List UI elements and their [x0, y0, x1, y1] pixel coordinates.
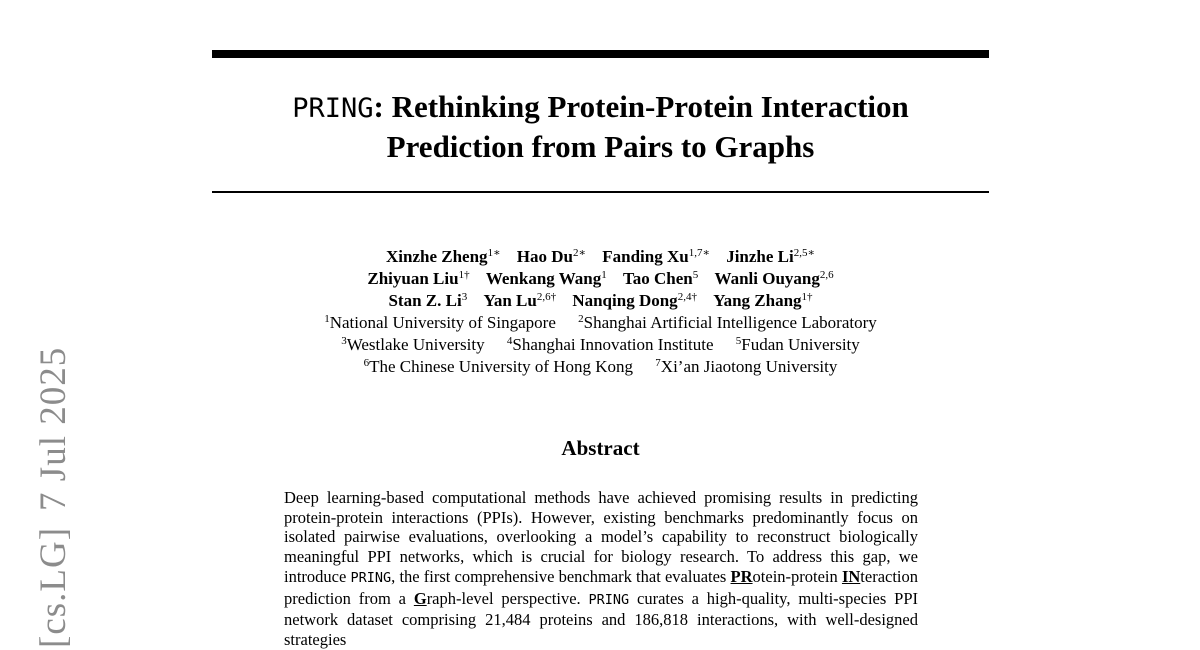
author-row — [212, 246, 989, 268]
affiliation: $^3$Westlake University — [341, 335, 485, 354]
author: Fanding $Xu^{1,7∗}$ — [602, 247, 710, 266]
author-row — [212, 290, 989, 312]
affiliation: $^7$Xi’an Jiaotong University — [655, 357, 838, 376]
author: Stan Z. Li$^3$ — [388, 291, 468, 310]
author: Tao Chen$^5$ — [623, 269, 699, 288]
arxiv-side-stamp — [32, 331, 75, 648]
author-block — [212, 246, 989, 378]
title-line1: : Rethinking Protein-Protein Interaction — [373, 89, 909, 124]
author: Wanli Ouyang$^{2,6}$ — [714, 269, 834, 288]
author: Wenkang Wang$^1$ — [485, 269, 607, 288]
abstract-heading: Abstract — [561, 436, 640, 460]
affiliation: $^2$Shanghai Artificial Intelligence Laboratory — [578, 313, 877, 332]
affiliation: $^4$Shanghai Innovation Institute — [506, 335, 714, 354]
abstract-body: Deep learning-based computational methods have achieved promising results in predicting protein-protein interactions (PPIs). However, existing benchmarks predominantly focus on isolated pairwise evaluations, overlooking a model’s capability to reconstruct biologically meaningful PPI networks, which is crucial for biology research. To address this gap, we introduce PRING, the first comprehensive benchmark that evaluates PRotein-protein INteraction prediction from a Graph-level perspective. PRING curates a high-quality, multi-species PPI network dataset comprising 21,484 proteins and 186,818 interactions, with well-designed strategies — [284, 488, 919, 649]
top-rule — [212, 50, 989, 58]
title-line2: Prediction from Pairs to Graphs — [386, 129, 815, 164]
author: Hao $Du^{2∗}$ — [516, 247, 586, 266]
title-rule — [212, 191, 989, 193]
affiliation: $^1$National University of Singapore — [324, 313, 556, 332]
acronym-letters: PR — [730, 566, 753, 586]
system-name: PRING — [350, 569, 392, 586]
affiliation: $^6$The Chinese University of Hong Kong — [363, 357, 634, 376]
arxiv-category: [cs.LG] — [33, 526, 74, 648]
author: Yang Zhang$^{1\dagger}$ — [713, 291, 813, 310]
author: Zhiyuan Liu$^{1\dagger}$ — [367, 269, 470, 288]
title-system-name: PRING — [292, 93, 374, 124]
author: Xinzhe Zheng$^{1∗}$ — [386, 247, 501, 266]
affiliation-row — [212, 356, 989, 378]
author-row — [212, 268, 989, 290]
author: Yan $Lu^{2,6\dagger}$ — [483, 291, 557, 310]
system-name: PRING — [588, 591, 630, 608]
author: Jinzhe $Li^{2,5∗}$ — [726, 247, 815, 266]
author: Nanqing Dong$^{2,4\dagger}$ — [572, 291, 697, 310]
affiliation-row — [212, 312, 989, 334]
affiliation: $^5$Fudan University — [735, 335, 860, 354]
acronym-letters: IN — [841, 566, 861, 586]
acronym-letters: G — [413, 588, 427, 608]
paper-title — [212, 88, 989, 166]
affiliation-row — [212, 334, 989, 356]
arxiv-date: 7 Jul 2025 — [33, 346, 74, 511]
